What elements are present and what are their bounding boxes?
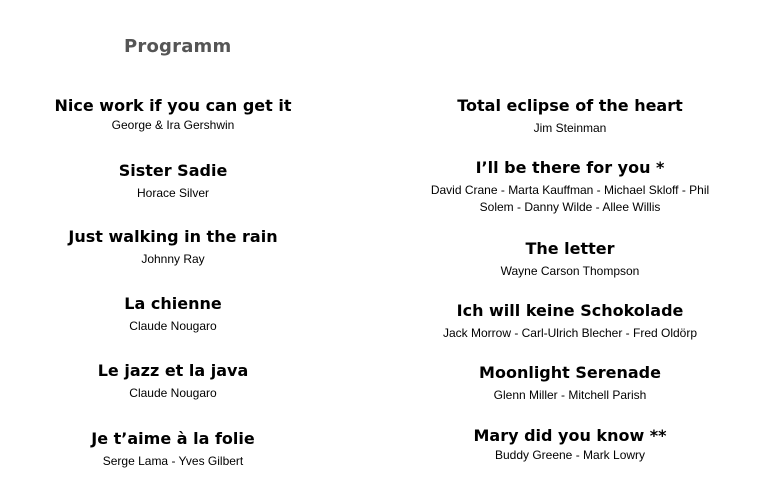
program-entry xyxy=(430,239,710,280)
song-title: Ich will keine Schokolade xyxy=(456,301,684,320)
song-title: Nice work if you can get it xyxy=(54,96,292,115)
song-title: Moonlight Serenade xyxy=(479,363,661,382)
song-composer: Johnny Ray xyxy=(141,252,205,266)
program-entry xyxy=(40,161,306,202)
song-composer: George & Ira Gershwin xyxy=(111,118,235,132)
song-composer: Claude Nougaro xyxy=(129,386,217,400)
program-entry xyxy=(40,96,306,134)
song-title: I’ll be there for you * xyxy=(475,158,665,177)
program-entry xyxy=(430,96,710,137)
song-title: La chienne xyxy=(124,294,222,313)
song-title: The letter xyxy=(525,239,615,258)
program-entry xyxy=(430,363,710,404)
program-entry xyxy=(430,426,710,464)
program-entry xyxy=(430,158,710,216)
song-composer: Jack Morrow - Carl-Ulrich Blecher - Fred Oldörp xyxy=(442,326,698,340)
song-title: Just walking in the rain xyxy=(68,227,278,246)
program-heading: Programm xyxy=(124,36,232,57)
song-composer: Horace Silver xyxy=(136,186,210,200)
program-entry xyxy=(40,361,306,402)
program-entry xyxy=(430,301,710,342)
song-title: Je t’aime à la folie xyxy=(91,429,255,448)
program-entry xyxy=(40,294,306,335)
song-composer: Glenn Miller - Mitchell Parish xyxy=(493,388,647,402)
program-entry xyxy=(40,227,306,268)
song-title: Mary did you know ** xyxy=(473,426,667,445)
song-title: Le jazz et la java xyxy=(97,361,249,380)
song-composer: Serge Lama - Yves Gilbert xyxy=(102,454,244,468)
song-composer: Wayne Carson Thompson xyxy=(500,264,640,278)
song-composer: Jim Steinman xyxy=(533,121,607,135)
song-composer: David Crane - Marta Kauffman - Michael Skloff - Phil Solem - Danny Wilde - Allee Willis xyxy=(430,183,710,214)
song-title: Sister Sadie xyxy=(118,161,228,180)
program-entry xyxy=(40,429,306,470)
song-composer: Claude Nougaro xyxy=(129,319,217,333)
song-title: Total eclipse of the heart xyxy=(457,96,683,115)
song-composer: Buddy Greene - Mark Lowry xyxy=(494,448,646,462)
